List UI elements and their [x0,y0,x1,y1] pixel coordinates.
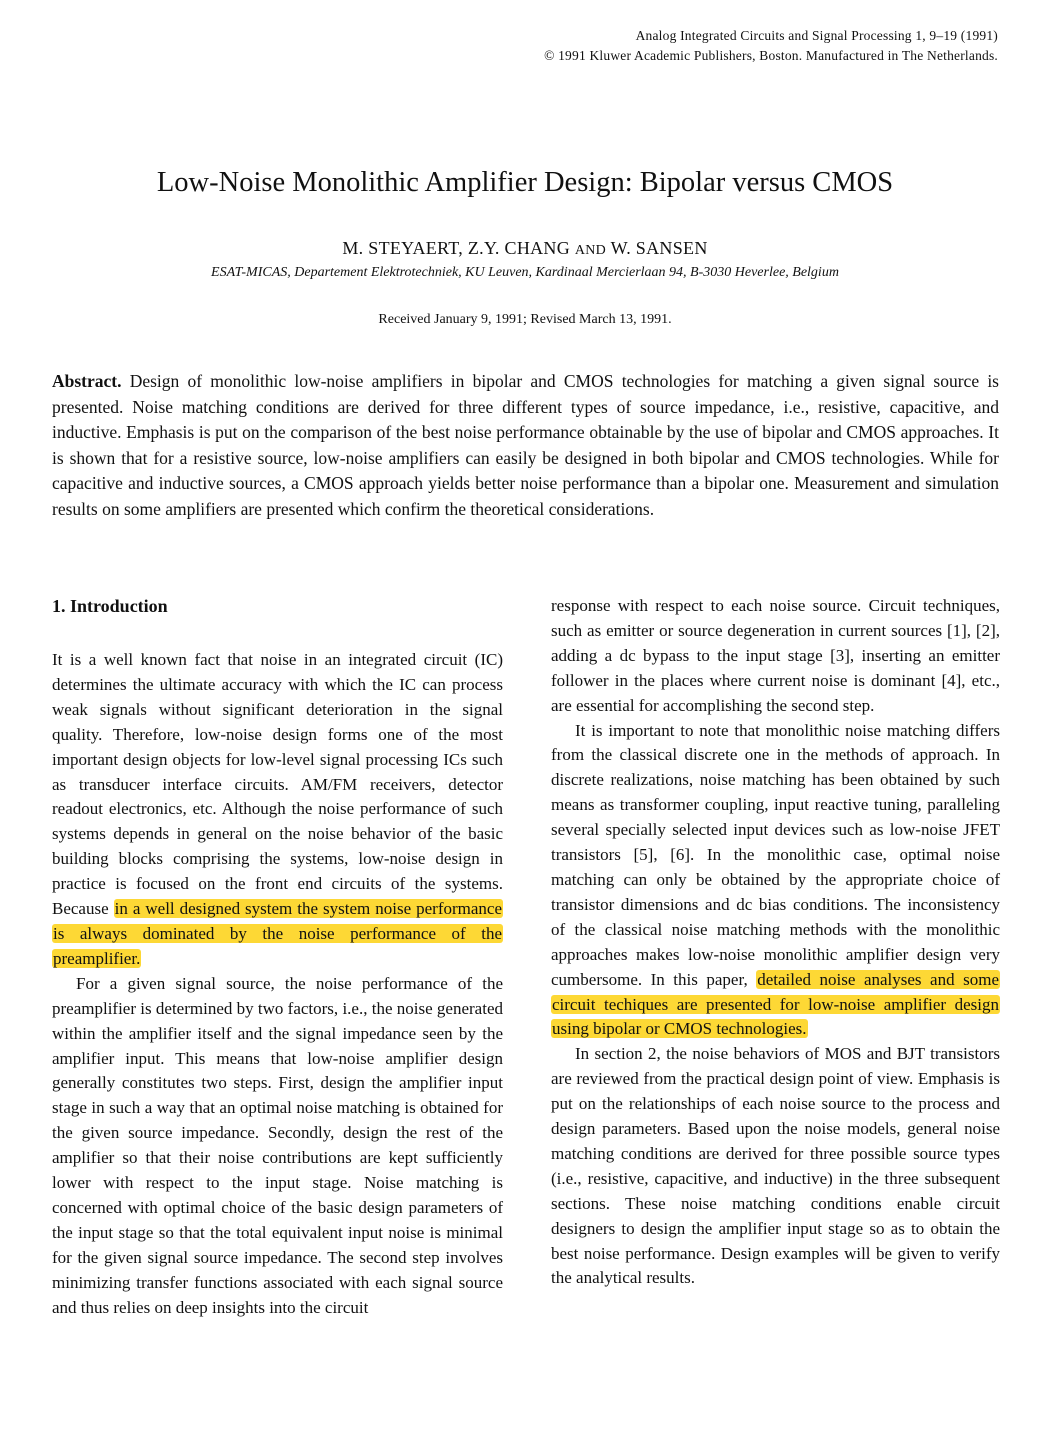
paper-title: Low-Noise Monolithic Amplifier Design: Bipolar versus CMOS [156,167,894,198]
copyright-line: © 1991 Kluwer Academic Publishers, Boston. Manufactured in The Netherlands. [544,48,998,63]
paragraph-5: In section 2, the noise behaviors of MOS and BJT transistors are reviewed from the practical design point of view. Emphasis is put on the relationships of each noise source to the process and design parameters. Based upon the noise models, general noise matching conditions are derived for three possible source types (i.e., resistive, capacitive, and inductive) in the three subsequent sections. These noise matching conditions enable circuit designers to design the amplifier input stage so as to obtain the best noise performance. Design examples will be given to verify the analytical results. [551,1044,1000,1288]
authors-part1: M. STEYAERT, Z.Y. CHANG [342,238,571,258]
highlight-2: detailed noise analyses and some circuit techiques are presented for low-noise amplifier design using bipolar or CMOS technologies. [552,969,999,1039]
authors-and: AND [574,243,607,258]
paragraph-2: For a given signal source, the noise performance of the preamplifier is determined by two factors, i.e., the noise generated within the amplifier itself and the signal impedance seen by the amplifier input. This means that low-noise amplifier design generally constitutes two steps. First, design the amplifier input stage in such a way that an optimal noise matching is obtained for the given source impedance. Secondly, design the rest of the amplifier so that their noise contributions are kept sufficiently lower with respect to the input stage. Noise matching is concerned with optimal choice of the basic design parameters of the input stage so that the total equivalent input noise is minimal for the given signal source impedance. The second step involves minimizing transfer functions associated with each signal source and thus relies on deep insights into the circuit [52,973,503,1317]
paragraph-1 [52,648,503,972]
abstract-text: Design of monolithic low-noise amplifiers in bipolar and CMOS technologies for matching a given signal source is presented. Noise matching conditions are derived for three different types of source impedance, i.e., resistive, capacitive, and inductive. Emphasis is put on the comparison of the best noise performance obtainable by the use of bipolar and CMOS approaches. It is shown that for a resistive source, low-noise amplifiers can easily be designed in both bipolar and CMOS technologies. While for capacitive and inductive sources, a CMOS approach yields better noise performance than a bipolar one. Measurement and simulation results on some amplifiers are presented which confirm the theoretical considerations. [52,371,999,519]
abstract [52,369,999,523]
authors-part2: W. SANSEN [610,238,708,258]
paragraph-1-text: It is a well known fact that noise in an integrated circuit (IC) determines the ultimate accuracy with which the IC can process weak signals without significant deterioration in the signal quality. Therefore, low-noise design forms one of the most important design objects for low-level signal processing ICs such as transducer interface circuits. AM/FM receivers, detector readout electronics, etc. Although the noise performance of such systems depends in general on the noise behavior of the basic building blocks comprising the systems, low-noise design in practice is focused on the front end circuits of the systems. Because [52,650,503,919]
column-right [551,594,1000,1291]
paragraph-4 [551,719,1000,1043]
paragraph-4-text: It is important to note that monolithic noise matching differs from the classical discrete one in the methods of approach. In discrete realizations, noise matching has been obtained by such means as transformer coupling, input reactive tuning, paralleling several specially selected input devices such as low-noise JFET transistors [5], [6]. In the monolithic case, optimal noise matching can only be obtained by the appropriate choice of transistor dimensions and dc bias conditions. The inconsistency of the classical noise matching methods with the monolithic approaches makes low-noise monolithic amplifier design very cumbersome. In this paper, [551,720,1000,989]
section-heading-introduction: 1. Introduction [52,596,168,616]
journal-header [544,26,998,66]
column-left [52,594,503,1320]
affiliation: ESAT-MICAS, Departement Elektrotechniek, KU Leuven, Kardinaal Mercierlaan 94, B-3030 Heverlee, Belgium [211,265,839,280]
highlight-1: in a well designed system the system noise performance is always dominated by the noise performance of the preamplifier. [53,899,502,968]
author-list [0,236,1050,263]
journal-citation: Analog Integrated Circuits and Signal Processing 1, 9–19 (1991) [635,28,998,43]
paragraph-3: response with respect to each noise source. Circuit techniques, such as emitter or source degeneration in current sources [1], [2], adding a dc bypass to the input stage [3], inserting an emitter follower in the places where current noise is dominant [4], etc., are essential for accomplishing the second step. [551,596,1000,715]
abstract-label: Abstract. [52,371,122,391]
received-dates: Received January 9, 1991; Revised March 13, 1991. [378,312,672,327]
